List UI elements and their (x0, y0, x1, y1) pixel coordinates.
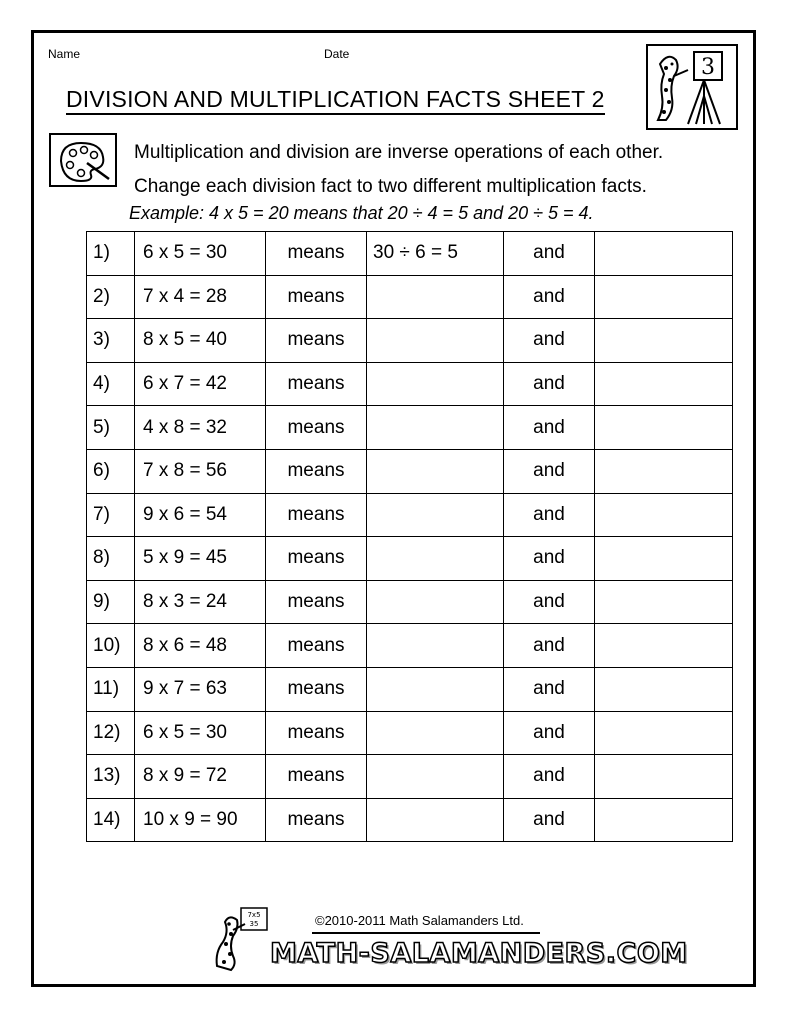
multiplication-fact: 8 x 5 = 40 (135, 319, 266, 363)
row-number: 2) (87, 275, 135, 319)
instruction-line-1: Multiplication and division are inverse operations of each other. (134, 142, 664, 163)
answer-cell-1[interactable] (367, 798, 504, 842)
row-number: 5) (87, 406, 135, 450)
multiplication-fact: 6 x 5 = 30 (135, 232, 266, 276)
answer-cell-1[interactable]: 30 ÷ 6 = 5 (367, 232, 504, 276)
answer-cell-2[interactable] (595, 580, 733, 624)
and-label: and (504, 580, 595, 624)
site-logo-text: MATH-SALAMANDERS.COM (270, 938, 688, 969)
answer-cell-1[interactable] (367, 362, 504, 406)
row-number: 10) (87, 624, 135, 668)
table-row (87, 580, 733, 624)
answer-cell-1[interactable] (367, 755, 504, 799)
table-row (87, 798, 733, 842)
and-label: and (504, 711, 595, 755)
row-number: 3) (87, 319, 135, 363)
answer-cell-2[interactable] (595, 755, 733, 799)
row-number: 12) (87, 711, 135, 755)
answer-cell-2[interactable] (595, 406, 733, 450)
grade-number: 3 (701, 55, 715, 80)
table-row (87, 406, 733, 450)
multiplication-fact: 8 x 3 = 24 (135, 580, 266, 624)
and-label: and (504, 755, 595, 799)
salamander-mascot-icon (211, 906, 271, 972)
and-label: and (504, 624, 595, 668)
row-number: 1) (87, 232, 135, 276)
facts-table (86, 231, 733, 842)
copyright-underline (312, 932, 540, 934)
row-number: 9) (87, 580, 135, 624)
answer-cell-2[interactable] (595, 319, 733, 363)
multiplication-fact: 7 x 8 = 56 (135, 449, 266, 493)
means-label: means (266, 319, 367, 363)
answer-cell-2[interactable] (595, 275, 733, 319)
and-label: and (504, 449, 595, 493)
means-label: means (266, 362, 367, 406)
and-label: and (504, 232, 595, 276)
and-label: and (504, 406, 595, 450)
multiplication-fact: 6 x 7 = 42 (135, 362, 266, 406)
table-row (87, 755, 733, 799)
and-label: and (504, 275, 595, 319)
and-label: and (504, 798, 595, 842)
answer-cell-2[interactable] (595, 362, 733, 406)
table-row (87, 711, 733, 755)
answer-cell-2[interactable] (595, 798, 733, 842)
row-number: 7) (87, 493, 135, 537)
answer-cell-1[interactable] (367, 275, 504, 319)
date-label: Date (324, 47, 350, 61)
worksheet-title: DIVISION AND MULTIPLICATION FACTS SHEET 2 (66, 86, 605, 115)
multiplication-fact: 7 x 4 = 28 (135, 275, 266, 319)
salamander-grade-icon (646, 44, 738, 130)
multiplication-fact: 10 x 9 = 90 (135, 798, 266, 842)
instruction-line-2: Change each division fact to two different multiplication facts. (134, 176, 647, 197)
and-label: and (504, 537, 595, 581)
answer-cell-2[interactable] (595, 537, 733, 581)
answer-cell-1[interactable] (367, 449, 504, 493)
means-label: means (266, 711, 367, 755)
means-label: means (266, 449, 367, 493)
means-label: means (266, 798, 367, 842)
row-number: 13) (87, 755, 135, 799)
answer-cell-1[interactable] (367, 667, 504, 711)
table-row (87, 667, 733, 711)
answer-cell-1[interactable] (367, 537, 504, 581)
means-label: means (266, 406, 367, 450)
row-number: 8) (87, 537, 135, 581)
instructions (134, 136, 663, 204)
multiplication-fact: 5 x 9 = 45 (135, 537, 266, 581)
multiplication-fact: 9 x 6 = 54 (135, 493, 266, 537)
answer-cell-2[interactable] (595, 711, 733, 755)
answer-cell-2[interactable] (595, 232, 733, 276)
answer-cell-1[interactable] (367, 319, 504, 363)
copyright-text: ©2010-2011 Math Salamanders Ltd. (315, 913, 524, 928)
table-row (87, 232, 733, 276)
table-row (87, 493, 733, 537)
row-number: 14) (87, 798, 135, 842)
multiplication-fact: 8 x 9 = 72 (135, 755, 266, 799)
means-label: means (266, 667, 367, 711)
svg-text:35: 35 (249, 920, 259, 928)
answer-cell-2[interactable] (595, 449, 733, 493)
answer-cell-1[interactable] (367, 580, 504, 624)
answer-cell-1[interactable] (367, 711, 504, 755)
multiplication-fact: 6 x 5 = 30 (135, 711, 266, 755)
answer-cell-1[interactable] (367, 624, 504, 668)
paint-palette-icon (49, 133, 117, 187)
example-text: Example: 4 x 5 = 20 means that 20 ÷ 4 = 5 and 20 ÷ 5 = 4. (129, 203, 594, 223)
table-row (87, 537, 733, 581)
and-label: and (504, 493, 595, 537)
multiplication-fact: 4 x 8 = 32 (135, 406, 266, 450)
multiplication-fact: 8 x 6 = 48 (135, 624, 266, 668)
means-label: means (266, 275, 367, 319)
row-number: 11) (87, 667, 135, 711)
means-label: means (266, 537, 367, 581)
answer-cell-2[interactable] (595, 624, 733, 668)
table-row (87, 319, 733, 363)
table-row (87, 449, 733, 493)
answer-cell-1[interactable] (367, 493, 504, 537)
means-label: means (266, 755, 367, 799)
answer-cell-2[interactable] (595, 667, 733, 711)
row-number: 4) (87, 362, 135, 406)
and-label: and (504, 667, 595, 711)
table-row (87, 362, 733, 406)
table-row (87, 275, 733, 319)
means-label: means (266, 624, 367, 668)
svg-text:7x5: 7x5 (247, 911, 261, 919)
answer-cell-1[interactable] (367, 406, 504, 450)
means-label: means (266, 580, 367, 624)
row-number: 6) (87, 449, 135, 493)
and-label: and (504, 362, 595, 406)
multiplication-fact: 9 x 7 = 63 (135, 667, 266, 711)
answer-cell-2[interactable] (595, 493, 733, 537)
name-label: Name (48, 47, 81, 61)
means-label: means (266, 493, 367, 537)
table-row (87, 624, 733, 668)
and-label: and (504, 319, 595, 363)
means-label: means (266, 232, 367, 276)
